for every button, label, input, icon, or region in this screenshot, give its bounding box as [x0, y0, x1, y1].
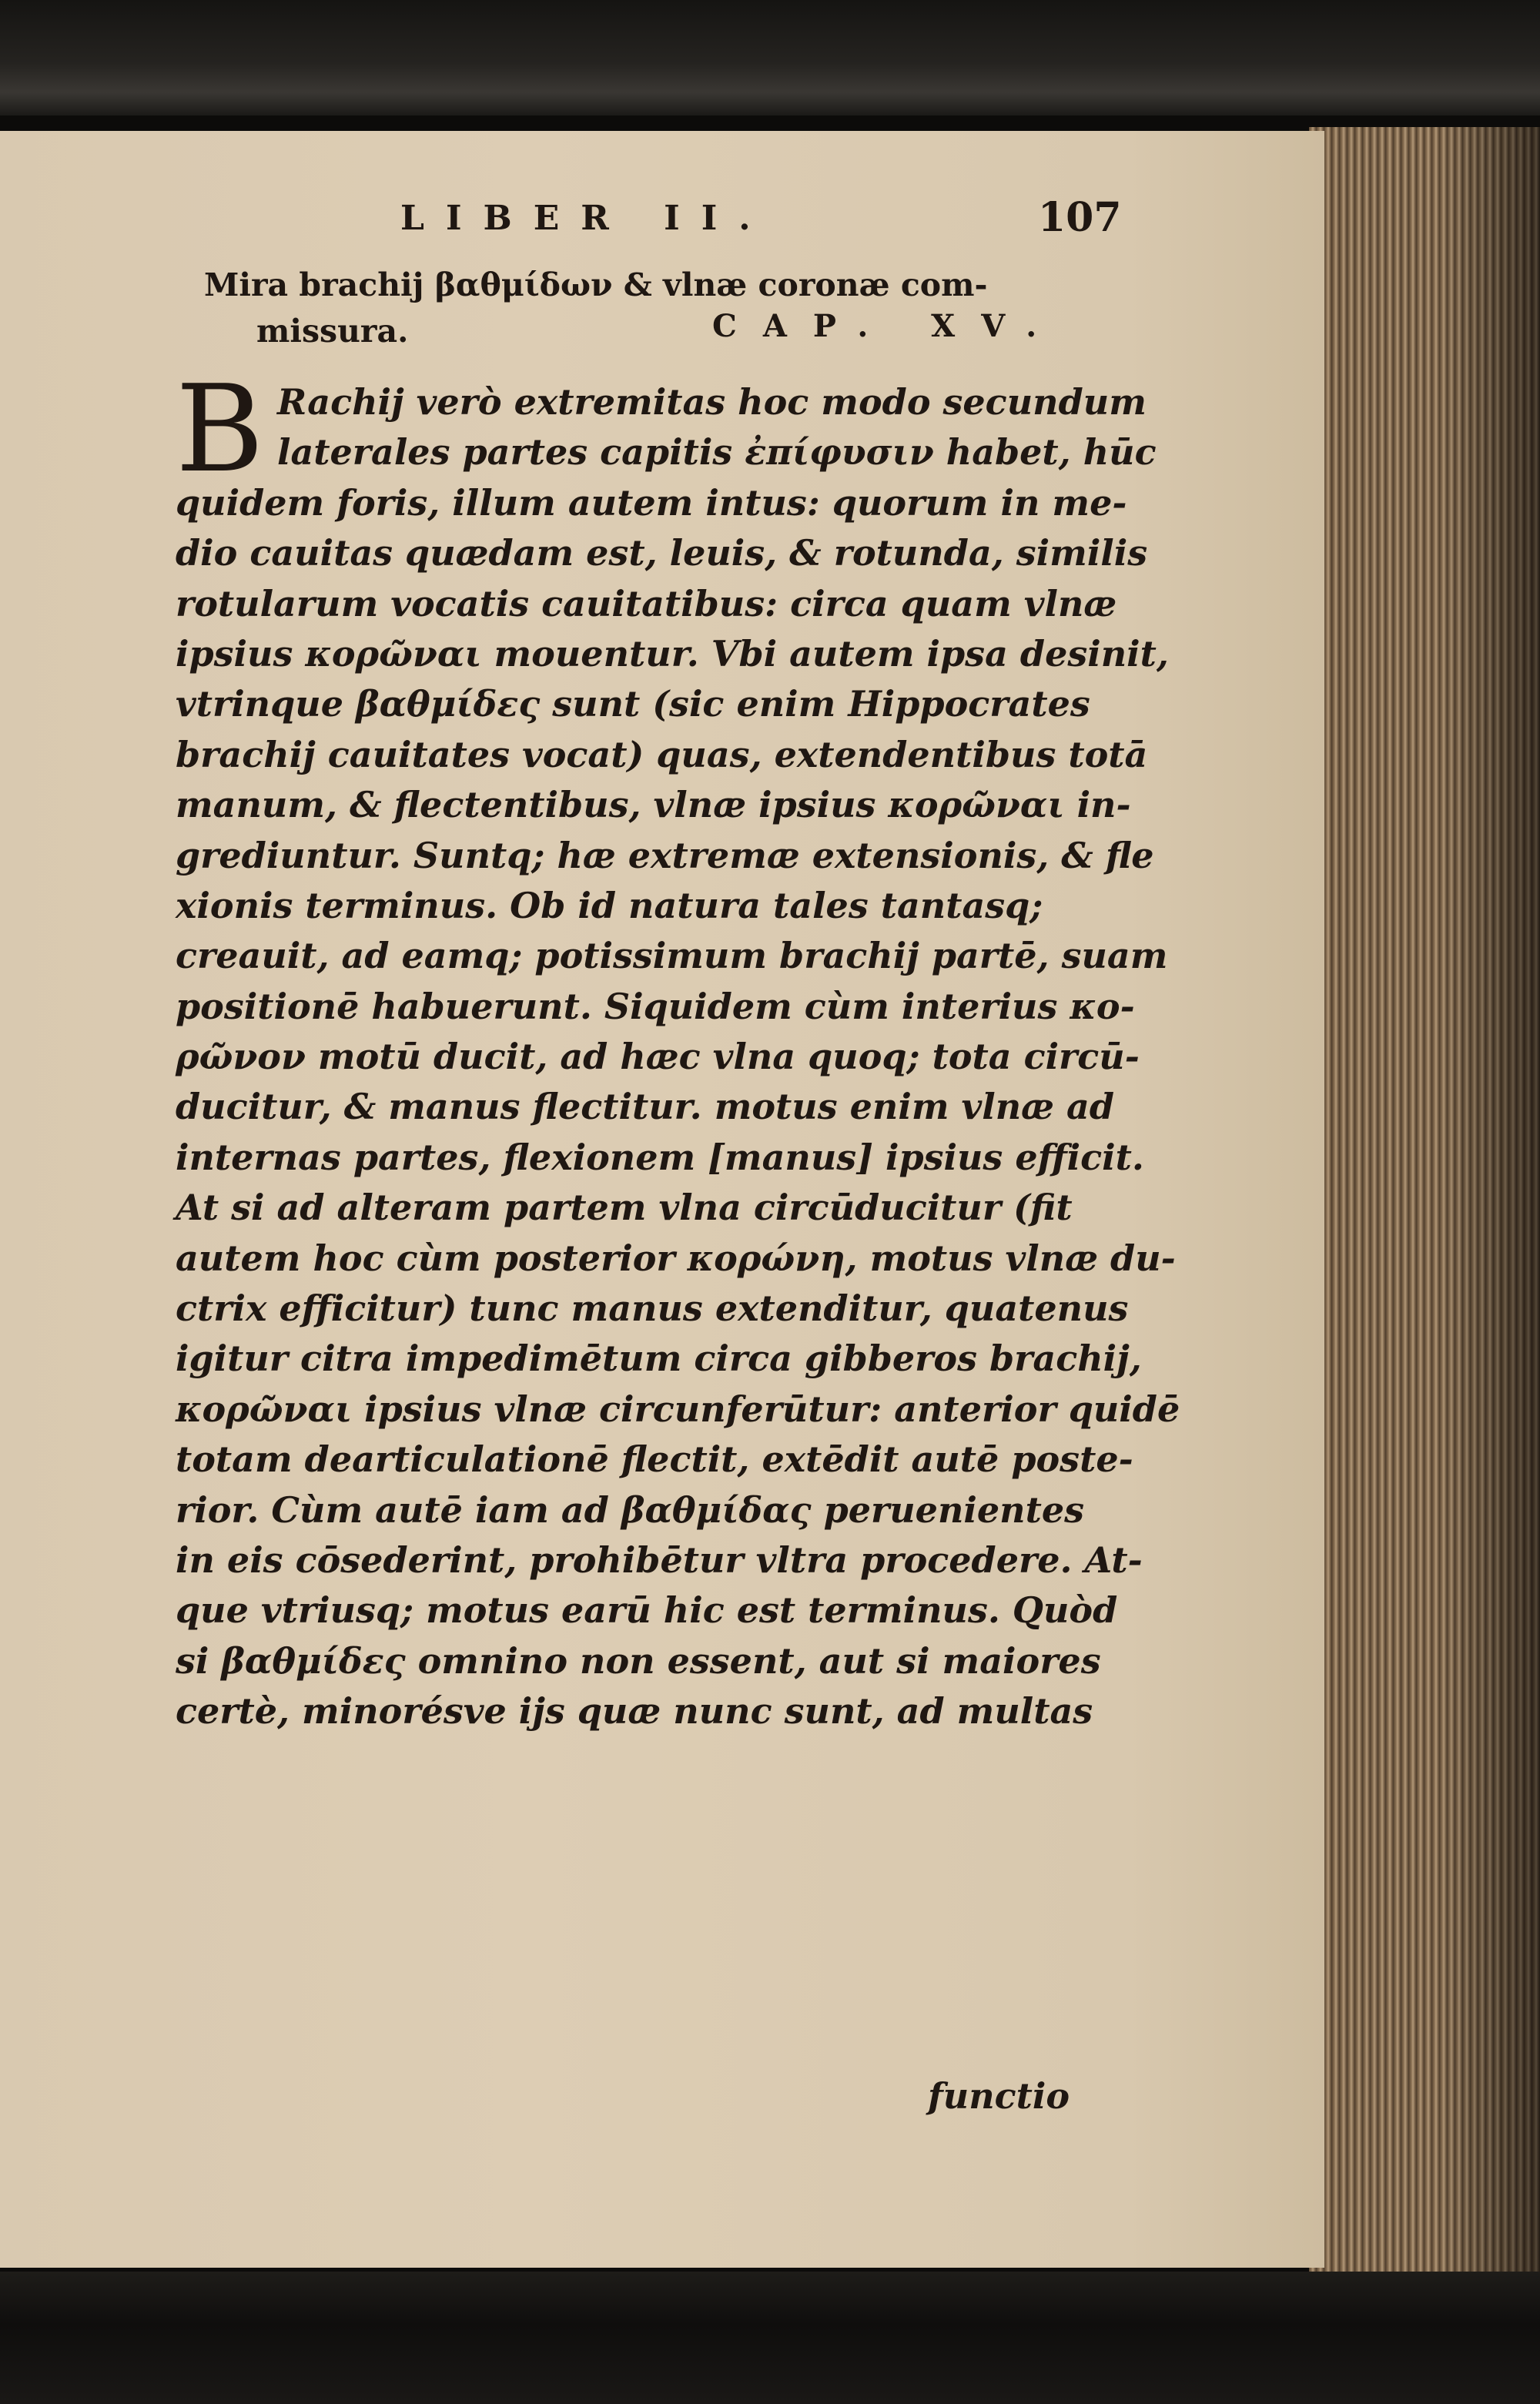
- body-line: rior. Cùm autē iam ad βαθμίδας peruenientes: [176, 1488, 1084, 1531]
- body-line: κορῶναι ipsius vlnæ circunferūtur: anterior quidē: [176, 1388, 1180, 1430]
- body-line: creauit, ad eamq; potissimum brachij partē, suam: [176, 935, 1168, 977]
- body-line: certè, minorésve ijs quæ nunc sunt, ad multas: [176, 1690, 1093, 1733]
- book-page: [0, 131, 1324, 2268]
- page-text: [0, 131, 1324, 2268]
- body-text: [176, 359, 1180, 1737]
- body-line: in eis cōsederint, prohibētur vltra procedere. At-: [176, 1538, 1143, 1581]
- catchword: functio: [928, 2075, 1070, 2117]
- body-line: brachij cauitates vocat) quas, extendentibus totā: [176, 733, 1148, 775]
- body-line: positionē habuerunt. Siquidem cùm interius κο-: [176, 985, 1135, 1027]
- body-line: ρῶνον motū ducit, ad hæc vlna quoq; tota circū-: [176, 1036, 1140, 1078]
- body-line: At si ad alteram partem vlna circūducitur (fit: [176, 1187, 1073, 1229]
- body-line: totam dearticulationē flectit, extēdit autē poste-: [176, 1438, 1133, 1481]
- running-head: LIBER II.: [400, 199, 772, 238]
- body-line: autem hoc cùm posterior κορώνη, motus vlnæ du-: [176, 1237, 1176, 1279]
- body-line: ipsius κορῶναι mouentur. Vbi autem ipsa desinit,: [176, 632, 1169, 675]
- body-line: que vtriusq; motus earū hic est terminus. Quòd: [176, 1589, 1118, 1632]
- body-line: grediuntur. Suntq; hæ extremæ extensionis, & fle: [176, 834, 1154, 876]
- page-number: 107: [1038, 194, 1122, 241]
- body-line: igitur citra impedimētum circa gibberos brachij,: [176, 1338, 1142, 1380]
- body-line: internas partes, flexionem [manus] ipsius efficit.: [176, 1136, 1144, 1178]
- body-line: manum, & flectentibus, vlnæ ipsius κορῶναι in-: [176, 784, 1131, 826]
- initial-letter: B: [176, 359, 264, 499]
- body-line: xionis terminus. Ob id natura tales tantasq;: [176, 884, 1043, 926]
- book-binding-bottom: [0, 2272, 1540, 2404]
- chapter-title-line-1: Mira brachij βαθμίδων & vlnæ coronæ com-: [204, 266, 988, 303]
- body-line: laterales partes capitis ἐπίφυσιν habet, hūc: [277, 431, 1157, 474]
- chapter-label: CAP. XV.: [712, 308, 1063, 344]
- body-line: vtrinque βαθμίδες sunt (sic enim Hippocrates: [176, 683, 1090, 725]
- book-binding-top: [0, 0, 1540, 116]
- page-edges-shadow: [1440, 127, 1540, 2272]
- body-line: rotularum vocatis cauitatibus: circa quam vlnæ: [176, 582, 1117, 624]
- body-line: quidem foris, illum autem intus: quorum in me-: [176, 481, 1127, 524]
- body-line: dio cauitas quædam est, leuis, & rotunda, similis: [176, 532, 1148, 574]
- body-line: ducitur, & manus flectitur. motus enim vlnæ ad: [176, 1086, 1115, 1128]
- body-line: si βαθμίδες omnino non essent, aut si maiores: [176, 1639, 1101, 1682]
- chapter-title-line-2: missura.: [256, 313, 409, 350]
- body-line: ctrix efficitur) tunc manus extenditur, quatenus: [176, 1287, 1129, 1330]
- body-line: Rachij verò extremitas hoc modo secundum: [277, 381, 1147, 423]
